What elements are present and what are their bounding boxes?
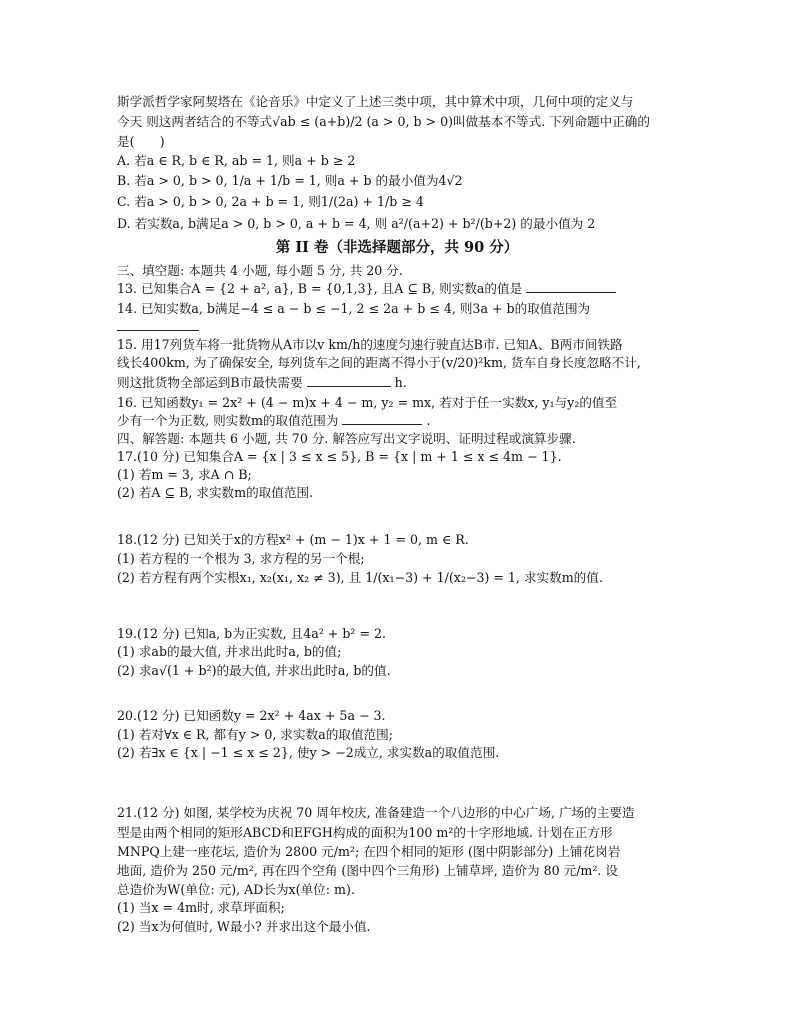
question-16-text: 少有一个为正数, 则实数m的取值范围为 bbox=[117, 413, 339, 428]
answer-section-heading: 四、解答题: 本题共 6 小题, 共 70 分. 解答应写出文字说明、证明过程或演算步骤. bbox=[117, 431, 576, 446]
question-21-line-2: 型是由两个相同的矩形ABCD和EFGH构成的面积为100 m²的十字形地域. 计划在正方形 bbox=[117, 825, 613, 840]
question-21-line-1: 21.(12 分) 如图, 某学校为庆祝 70 周年校庆, 准备建造一个八边形的中心广场, 广场的主要造 bbox=[117, 805, 635, 820]
option-b: B. 若a > 0, b > 0, 1/a + 1/b = 1, 则a + b 的最小值为4√2 bbox=[117, 173, 463, 188]
option-d: D. 若实数a, b满足a > 0, b > 0, a + b = 4, 则 a²/(a+2) + b²/(b+2) 的最小值为 2 bbox=[117, 216, 596, 231]
question-20-part-1: (1) 若对∀x ∈ R, 都有y > 0, 求实数a的取值范围; bbox=[117, 727, 393, 742]
question-14: 14. 已知实数a, b满足−4 ≤ a − b ≤ −1, 2 ≤ 2a + b ≤ 4, 则3a + b的取值范围为 bbox=[117, 301, 591, 316]
question-21-line-4: 地面, 造价为 250 元/m², 再在四个空角 (图中四个三角形) 上铺草坪, 造价为 80 元/m². 设 bbox=[117, 863, 619, 878]
question-18: 18.(12 分) 已知关于x的方程x² + (m − 1)x + 1 = 0, m ∈ R. bbox=[117, 532, 469, 547]
question-21-line-3: MNPQ上建一座花坛, 造价为 2800 元/m²; 在四个相同的矩形 (图中阴影部分) 上铺花岗岩 bbox=[117, 844, 621, 859]
question-15-line-2: 线长400km, 为了确保安全, 每列货车之间的距离不得小于(v/20)²km, 货车自身长度忽略不计, bbox=[117, 355, 641, 370]
question-21-part-2: (2) 当x为何值时, W最小? 并求出这个最小值. bbox=[117, 919, 371, 934]
text-line-1: 斯学派哲学家阿契塔在《论音乐》中定义了上述三类中项，其中算术中项，几何中项的定义与 bbox=[117, 94, 634, 109]
text-line-2: 今天 则这两者结合的不等式√ab ≤ (a+b)/2 (a > 0, b > 0)叫做基本不等式. 下列命题中正确的 bbox=[117, 114, 650, 129]
answer-blank-15 bbox=[307, 374, 391, 387]
question-17: 17.(10 分) 已知集合A = {x | 3 ≤ x ≤ 5}, B = {x | m + 1 ≤ x ≤ 4m − 1}. bbox=[117, 449, 562, 464]
answer-blank-13 bbox=[526, 280, 616, 293]
question-13-text: 13. 已知集合A = {2 + a², a}, B = {0,1,3}, 且A ⊆ B, 则实数a的值是 bbox=[117, 281, 523, 296]
option-c: C. 若a > 0, b > 0, 2a + b = 1, 则1/(2a) + 1/b ≥ 4 bbox=[117, 194, 424, 209]
question-16-line-2 bbox=[117, 412, 431, 430]
question-20: 20.(12 分) 已知函数y = 2x² + 4ax + 5a − 3. bbox=[117, 708, 386, 723]
question-18-part-1: (1) 若方程的一个根为 3, 求方程的另一个根; bbox=[117, 551, 365, 566]
question-16-end: . bbox=[426, 413, 431, 428]
question-15-unit: h. bbox=[394, 375, 407, 390]
question-17-part-2: (2) 若A ⊆ B, 求实数m的取值范围. bbox=[117, 485, 314, 500]
question-19-part-2: (2) 求a√(1 + b²)的最大值, 并求出此时a, b的值. bbox=[117, 663, 391, 678]
text-line-3: 是( ) bbox=[117, 134, 165, 149]
question-21-line-5: 总造价为W(单位: 元), AD长为x(单位: m). bbox=[117, 882, 355, 897]
question-15-line-1: 15. 用17列货车将一批货物从A市以v km/h的速度匀速行驶直达B市. 已知A、B两市间铁路 bbox=[117, 337, 623, 352]
question-14-blank-line bbox=[117, 318, 199, 336]
answer-blank-16 bbox=[342, 412, 422, 425]
question-18-part-2: (2) 若方程有两个实根x₁, x₂(x₁, x₂ ≠ 3), 且 1/(x₁−3) + 1/(x₂−3) = 1, 求实数m的值. bbox=[117, 570, 603, 585]
question-13 bbox=[117, 280, 616, 298]
section-title-part-two: 第 II 卷（非选择题部分，共 90 分） bbox=[275, 239, 519, 256]
question-20-part-2: (2) 若∃x ∈ {x | −1 ≤ x ≤ 2}, 使y > −2成立, 求实数a的取值范围. bbox=[117, 745, 500, 760]
question-16-line-1: 16. 已知函数y₁ = 2x² + (4 − m)x + 4 − m, y₂ = mx, 若对于任一实数x, y₁与y₂的值至 bbox=[117, 395, 618, 410]
answer-blank-14 bbox=[117, 318, 199, 331]
fill-in-heading: 三、填空题: 本题共 4 小题, 每小题 5 分, 共 20 分. bbox=[117, 263, 403, 278]
option-a: A. 若a ∈ R, b ∈ R, ab = 1, 则a + b ≥ 2 bbox=[117, 153, 356, 168]
question-19: 19.(12 分) 已知a, b为正实数, 且4a² + b² = 2. bbox=[117, 626, 387, 641]
question-15-line-3 bbox=[117, 374, 407, 392]
question-17-part-1: (1) 若m = 3, 求A ∩ B; bbox=[117, 467, 252, 482]
question-19-part-1: (1) 求ab的最大值, 并求出此时a, b的值; bbox=[117, 644, 342, 659]
question-15-text: 则这批货物全部运到B市最快需要 bbox=[117, 375, 303, 390]
question-21-part-1: (1) 当x = 4m时, 求草坪面积; bbox=[117, 900, 285, 915]
